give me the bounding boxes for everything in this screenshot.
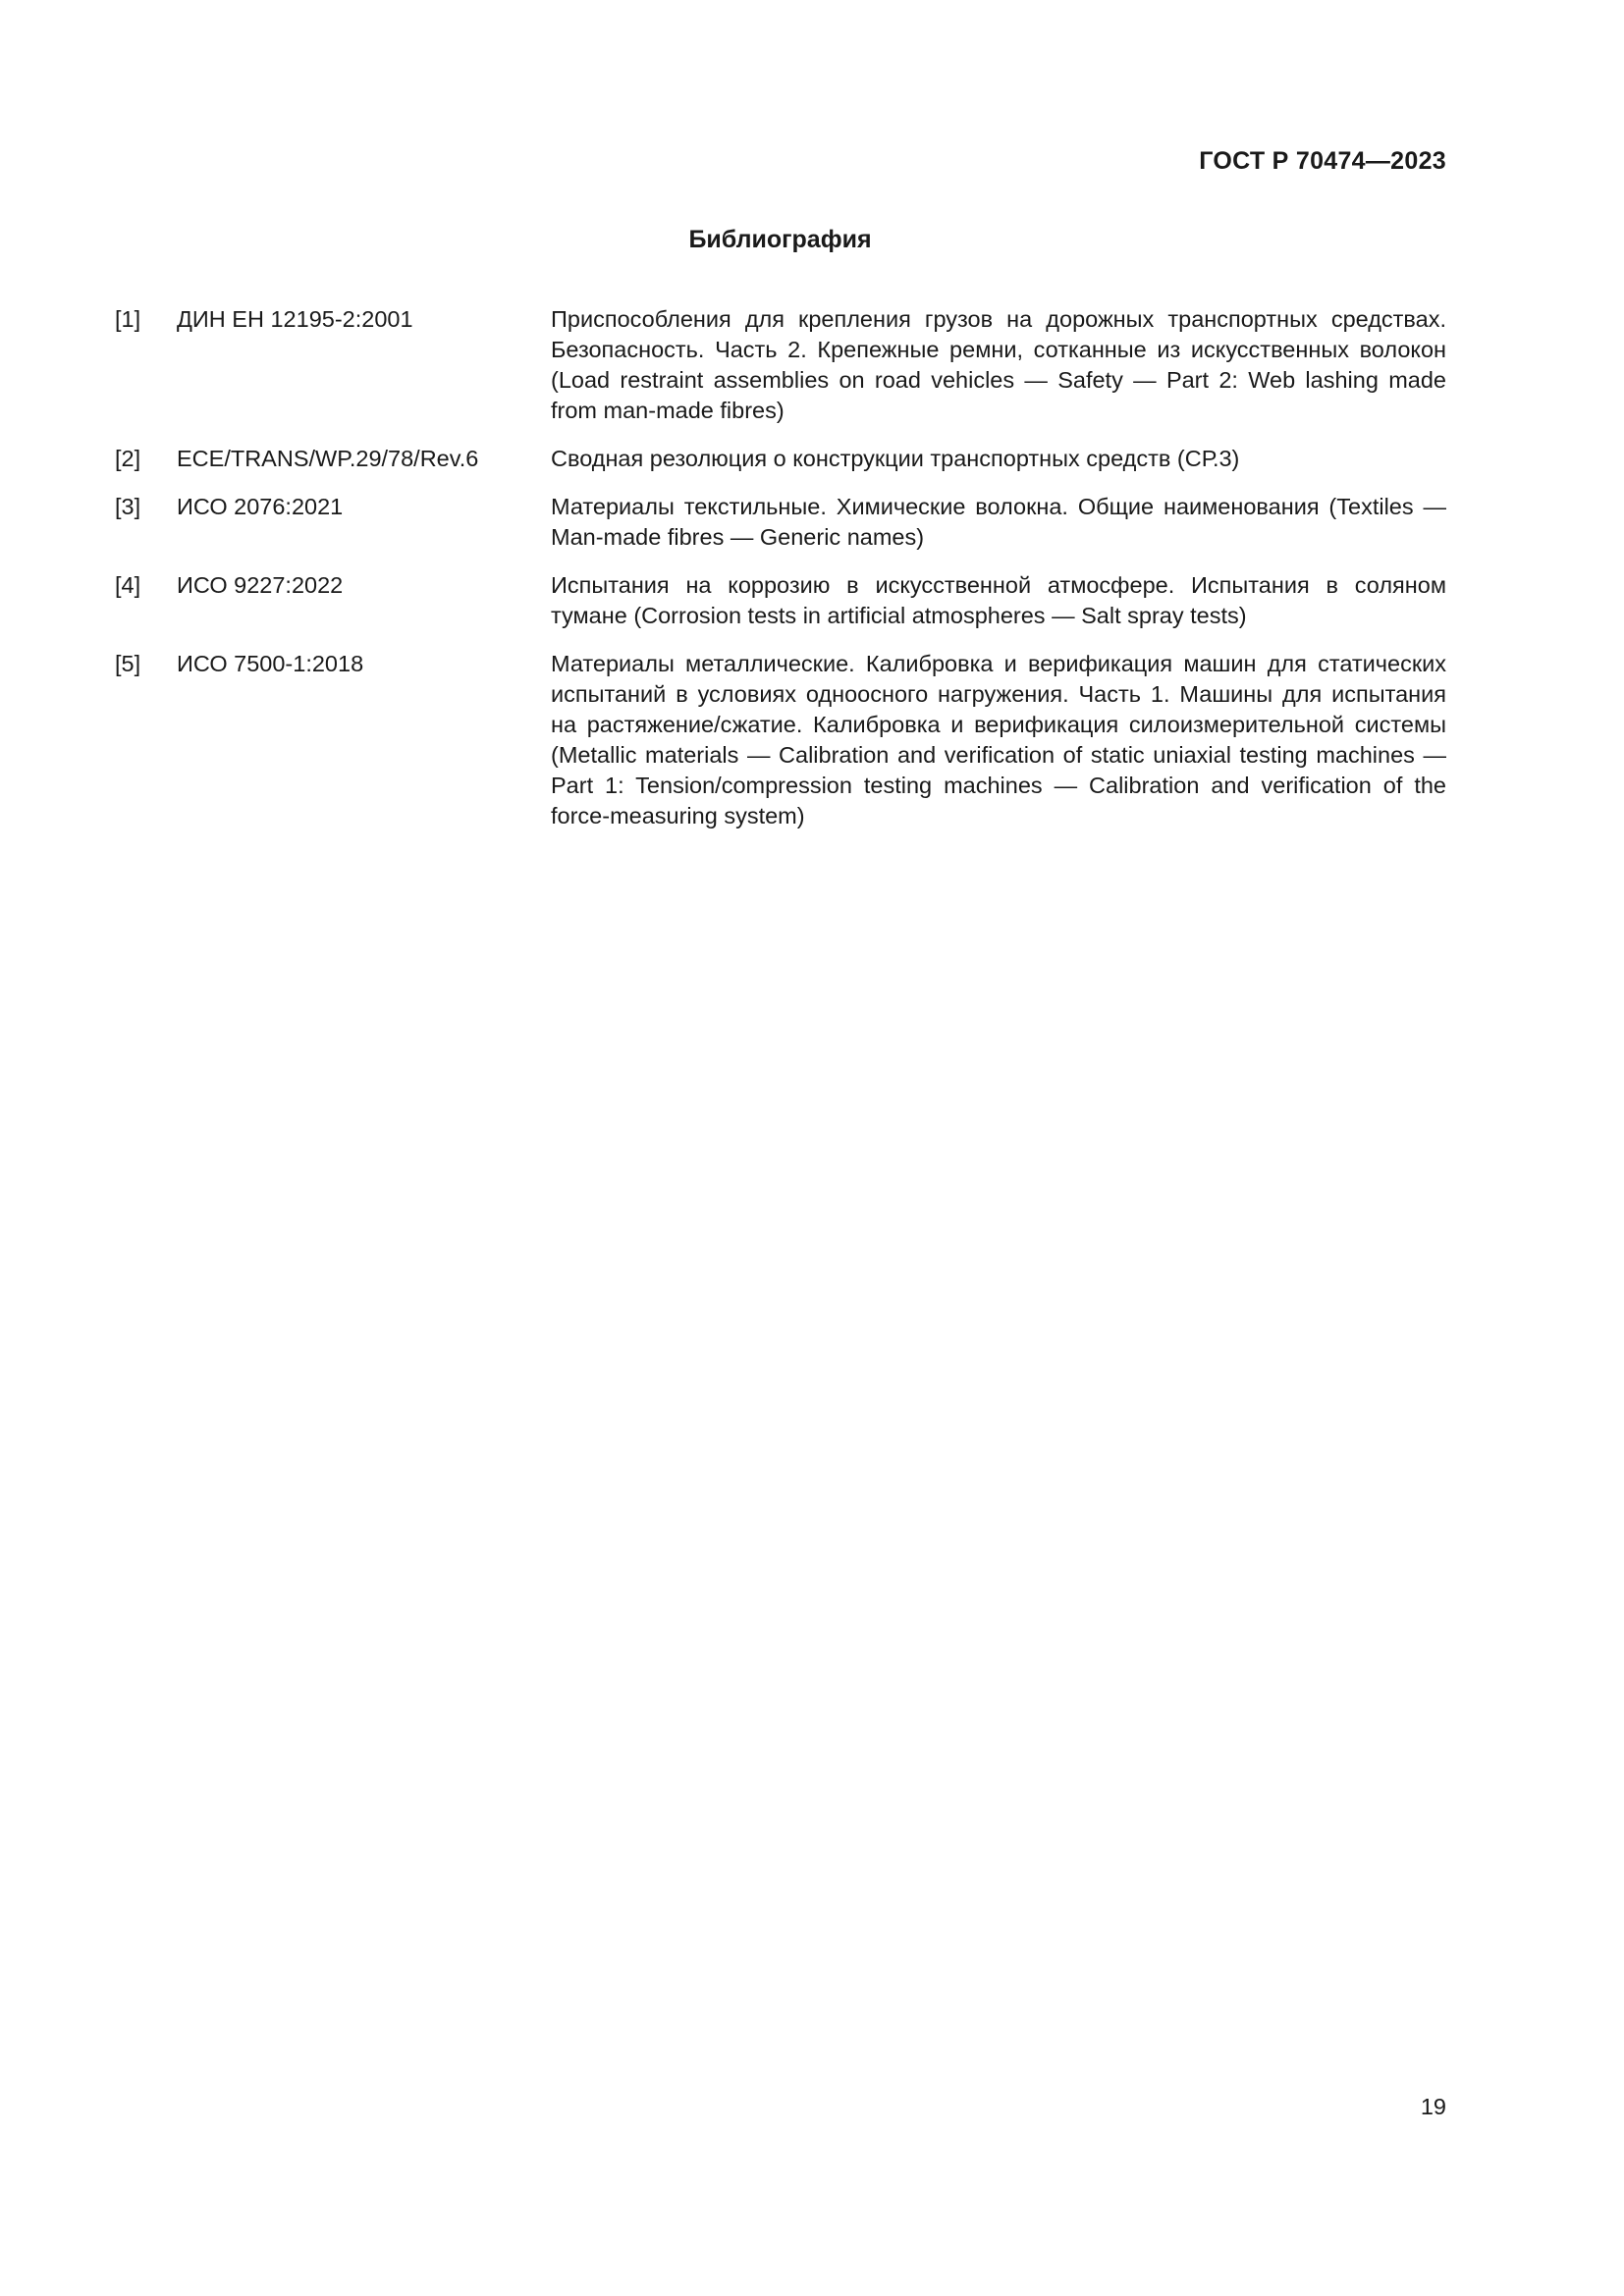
entry-description: Материалы текстильные. Химические волокна. Общие наименования (Textiles — Man-made fibres — Generic names)	[551, 494, 1446, 550]
bibliography-entry	[115, 649, 1446, 831]
entry-number: [5]	[115, 651, 141, 676]
entry-number: [1]	[115, 306, 141, 332]
standard-code: ГОСТ Р 70474—2023	[1199, 147, 1446, 175]
entry-reference: ИСО 2076:2021	[177, 494, 344, 519]
entry-description: Сводная резолюция о конструкции транспортных средств (СР.3)	[551, 446, 1240, 471]
entry-number: [2]	[115, 446, 141, 471]
bibliography-entry	[115, 492, 1446, 553]
bibliography-entry	[115, 304, 1446, 426]
entry-reference: ECE/TRANS/WP.29/78/Rev.6	[177, 446, 479, 471]
entry-reference: ИСО 7500-1:2018	[177, 651, 364, 676]
page-number: 19	[1420, 2094, 1446, 2119]
bibliography-entry	[115, 444, 1446, 474]
entry-reference: ДИН ЕН 12195-2:2001	[177, 306, 413, 332]
entry-number: [4]	[115, 572, 141, 598]
bibliography-list	[115, 304, 1446, 849]
entry-description: Испытания на коррозию в искусственной атмосфере. Испытания в соляном тумане (Corrosion tests in artificial atmospheres — Salt spray tests)	[551, 572, 1446, 628]
entry-reference: ИСО 9227:2022	[177, 572, 344, 598]
bibliography-entry	[115, 570, 1446, 631]
entry-description: Материалы металлические. Калибровка и верификация машин для статических испытаний в условиях одноосного нагружения. Часть 1. Машины для испытания на растяжение/сжатие. Калибровка и верификация силоизмерительной системы (Metallic materials — Calibration and verification of static uniaxial testing machines — Part 1: Tension/compression testing machines — Calibration and verification of the force-measuring system)	[551, 651, 1446, 828]
entry-description: Приспособления для крепления грузов на дорожных транспортных средствах. Безопасность. Часть 2. Крепежные ремни, сотканные из искусственных волокон (Load restraint assemblies on road vehicles — Safety — Part 2: Web lashing made from man-made fibres)	[551, 306, 1446, 423]
page-title: Библиография	[688, 226, 872, 253]
entry-number: [3]	[115, 494, 141, 519]
